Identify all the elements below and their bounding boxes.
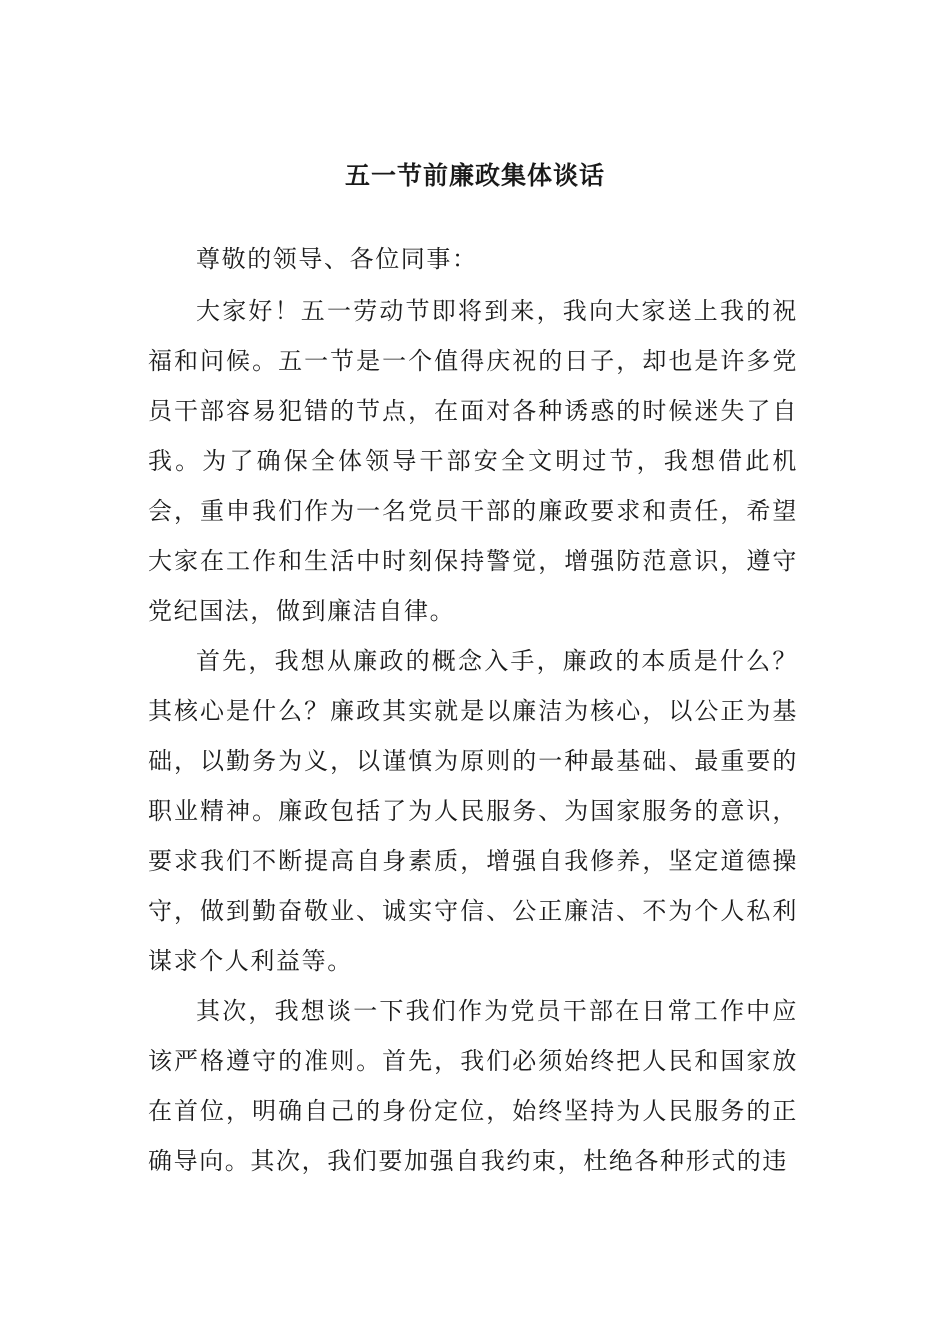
- paragraph-2: 首先，我想从廉政的概念入手，廉政的本质是什么？其核心是什么？廉政其实就是以廉洁为核心，以公正为基础，以勤务为义，以谨慎为原则的一种最基础、最重要的职业精神。廉政包括了为人民服务、为国家服务的意识，要求我们不断提高自身素质，增强自我修养，坚定道德操守，做到勤奋敬业、诚实守信、公正廉洁、不为个人私利谋求个人利益等。: [148, 647, 798, 975]
- document-body: [148, 234, 798, 1186]
- greeting-line: 尊敬的领导、各位同事：: [196, 245, 478, 273]
- paragraph-3: 其次，我想谈一下我们作为党员干部在日常工作中应该严格遵守的准则。首先，我们必须始终把人民和国家放在首位，明确自己的身份定位，始终坚持为人民服务的正确导向。其次，我们要加强自我约束，杜绝各种形式的违: [148, 997, 798, 1175]
- paragraph-1: 大家好！五一劳动节即将到来，我向大家送上我的祝福和问候。五一节是一个值得庆祝的日子，却也是许多党员干部容易犯错的节点，在面对各种诱惑的时候迷失了自我。为了确保全体领导干部安全文明过节，我想借此机会，重申我们作为一名党员干部的廉政要求和责任，希望大家在工作和生活中时刻保持警觉，增强防范意识，遵守党纪国法，做到廉洁自律。: [148, 297, 798, 625]
- document-title: 五一节前廉政集体谈话: [344, 161, 605, 190]
